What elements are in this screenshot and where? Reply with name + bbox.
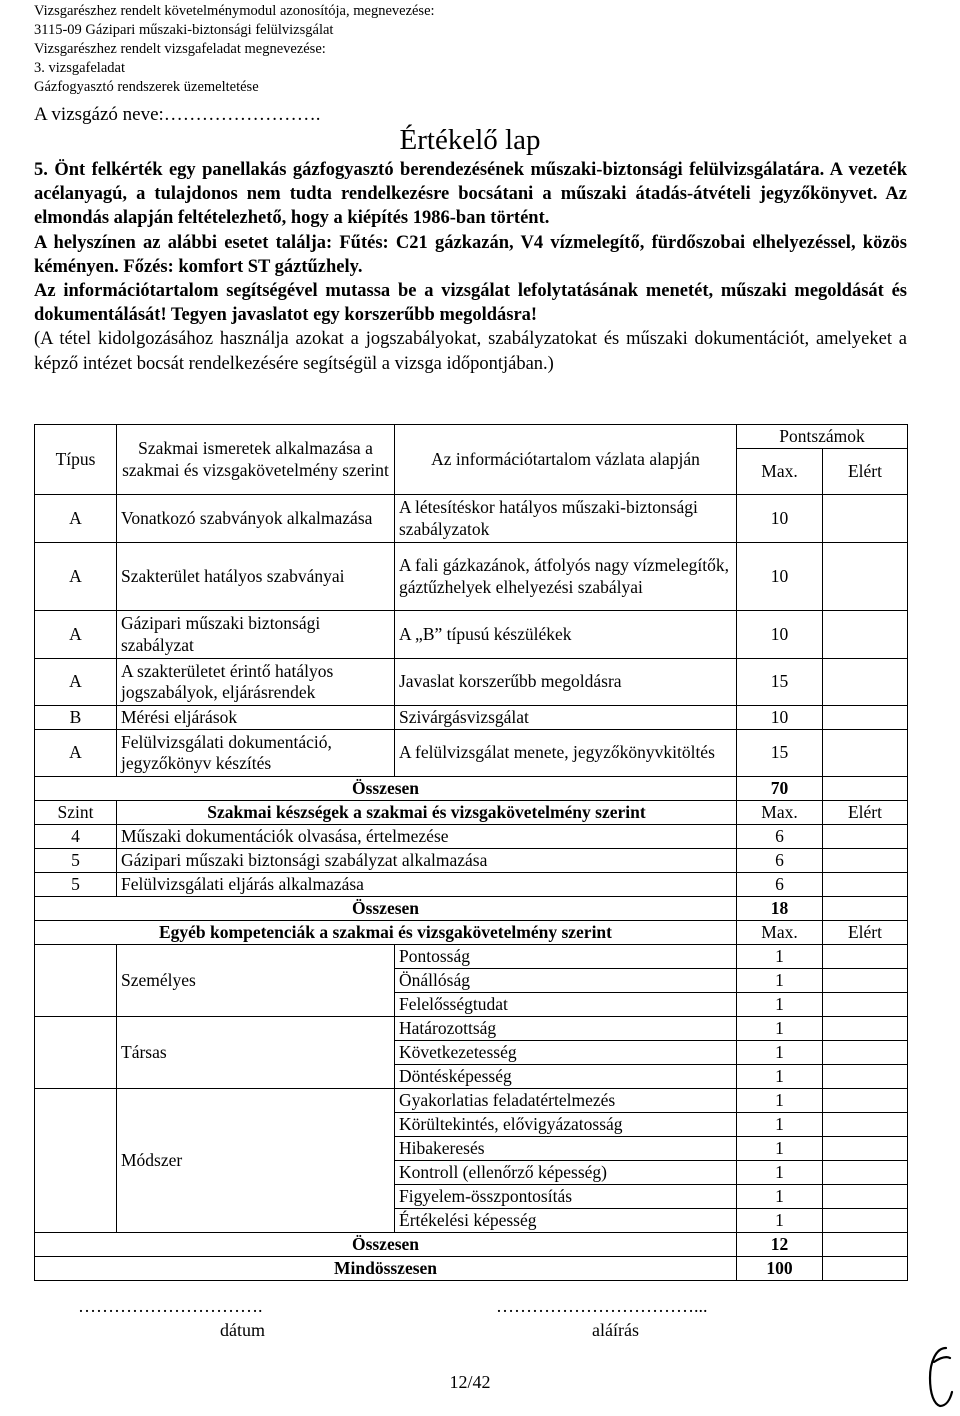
task-paragraph-2: A helyszínen az alábbi esetet találja: Fűtés: C21 gázkazán, V4 vízmelegítő, fürdőszobai elhelyezéssel, közös kéményen. Főzés: komfort ST gáztűzhely. [34, 232, 907, 277]
header-line-5: Gázfogyasztó rendszerek üzemeltetése [34, 79, 259, 95]
grand-total-achieved[interactable] [823, 1257, 908, 1281]
document-header [34, 2, 914, 97]
skill-row [35, 825, 908, 849]
skills-total-label: Összesen [35, 897, 737, 921]
skills-header-row [35, 801, 908, 825]
handwritten-mark [920, 1344, 956, 1408]
knowledge-max: 10 [737, 706, 823, 730]
knowledge-achieved[interactable] [823, 659, 908, 706]
task-paragraph-1: 5. Önt felkérték egy panellakás gázfogyasztó berendezésének műszaki-biztonsági felülvizsgálatára. A vezeték acélanyagú, a tulajdonos nem tudta rendelkezésre bocsátani a műszaki átadás-átvételi jegyzőkönyvet. Az elmondás alapján feltételezhető, hogy a kiépítés 1986-ban történt. [34, 160, 907, 229]
competency-achieved[interactable] [823, 1161, 908, 1185]
skills-total: 18 [737, 897, 823, 921]
competency-item: Értékelési képesség [395, 1209, 737, 1233]
competency-item: Pontosság [395, 945, 737, 969]
competency-max: 1 [737, 969, 823, 993]
competency-item: Figyelem-összpontosítás [395, 1185, 737, 1209]
competency-item: Önállóság [395, 969, 737, 993]
grand-total-label: Mindösszesen [35, 1257, 737, 1281]
evaluation-table [34, 424, 908, 1281]
skill-max: 6 [737, 849, 823, 873]
knowledge-type: A [35, 659, 117, 706]
header-max: Max. [737, 449, 823, 495]
knowledge-item: Felülvizsgálati dokumentáció, jegyzőkönyv készítés [117, 730, 395, 777]
header-competencies: Egyéb kompetenciák a szakmai és vizsgakövetelmény szerint [35, 921, 737, 945]
competency-row [35, 1017, 908, 1041]
header-line-1: Vizsgarészhez rendelt követelménymodul azonosítója, megnevezése: [34, 3, 435, 19]
date-label: dátum [220, 1320, 265, 1340]
knowledge-item: Vonatkozó szabványok alkalmazása [117, 495, 395, 543]
competency-item: Döntésképesség [395, 1065, 737, 1089]
skill-max: 6 [737, 873, 823, 897]
knowledge-outline: Javaslat korszerűbb megoldásra [395, 659, 737, 706]
examinee-name-field: A vizsgázó neve:……………………. [34, 104, 321, 125]
signature-dots: ……………………………... [496, 1296, 708, 1316]
knowledge-header-row [35, 425, 908, 449]
competency-achieved[interactable] [823, 1137, 908, 1161]
competency-item: Következetesség [395, 1041, 737, 1065]
competencies-total-achieved[interactable] [823, 1233, 908, 1257]
knowledge-item: Gázipari műszaki biztonsági szabályzat [117, 611, 395, 659]
competencies-total-label: Összesen [35, 1233, 737, 1257]
skill-level: 5 [35, 873, 117, 897]
competency-achieved[interactable] [823, 1041, 908, 1065]
competency-group-method: Módszer [117, 1089, 395, 1233]
competency-item: Felelősségtudat [395, 993, 737, 1017]
page-title: Értékelő lap [399, 124, 541, 156]
skill-item: Gázipari műszaki biztonsági szabályzat alkalmazása [117, 849, 737, 873]
competency-achieved[interactable] [823, 1017, 908, 1041]
knowledge-max: 15 [737, 659, 823, 706]
header-achieved: Elért [823, 449, 908, 495]
competency-blank [35, 945, 117, 1017]
knowledge-item: Mérési eljárások [117, 706, 395, 730]
competency-achieved[interactable] [823, 1065, 908, 1089]
competency-item: Kontroll (ellenőrző képesség) [395, 1161, 737, 1185]
knowledge-item: Szakterület hatályos szabványai [117, 543, 395, 611]
task-description [34, 158, 907, 376]
knowledge-total-label: Összesen [35, 777, 737, 801]
competency-achieved[interactable] [823, 945, 908, 969]
competency-achieved[interactable] [823, 1209, 908, 1233]
competency-blank [35, 1089, 117, 1233]
header-max: Max. [737, 801, 823, 825]
competencies-total: 12 [737, 1233, 823, 1257]
knowledge-row [35, 706, 908, 730]
competency-max: 1 [737, 1161, 823, 1185]
knowledge-row [35, 611, 908, 659]
competency-blank [35, 1017, 117, 1089]
knowledge-max: 10 [737, 611, 823, 659]
competency-group-personal: Személyes [117, 945, 395, 1017]
header-achieved: Elért [823, 921, 908, 945]
skill-item: Műszaki dokumentációk olvasása, értelmezése [117, 825, 737, 849]
knowledge-achieved[interactable] [823, 611, 908, 659]
knowledge-total: 70 [737, 777, 823, 801]
knowledge-type: A [35, 495, 117, 543]
skills-total-row [35, 897, 908, 921]
competency-max: 1 [737, 1113, 823, 1137]
knowledge-achieved[interactable] [823, 495, 908, 543]
skill-row [35, 873, 908, 897]
knowledge-row [35, 543, 908, 611]
header-knowledge: Szakmai ismeretek alkalmazása a szakmai és vizsgakövetelmény szerint [117, 425, 395, 495]
grand-total: 100 [737, 1257, 823, 1281]
date-dots: …………………………. [78, 1296, 263, 1316]
header-outline: Az információtartalom vázlata alapján [395, 425, 737, 495]
competency-item: Hibakeresés [395, 1137, 737, 1161]
knowledge-total-row [35, 777, 908, 801]
competency-max: 1 [737, 1089, 823, 1113]
skill-level: 4 [35, 825, 117, 849]
skill-item: Felülvizsgálati eljárás alkalmazása [117, 873, 737, 897]
skill-level: 5 [35, 849, 117, 873]
competency-max: 1 [737, 1041, 823, 1065]
knowledge-type: B [35, 706, 117, 730]
skill-achieved[interactable] [823, 825, 908, 849]
knowledge-outline: A létesítéskor hatályos műszaki-biztonsági szabályzatok [395, 495, 737, 543]
header-achieved: Elért [823, 801, 908, 825]
knowledge-type: A [35, 730, 117, 777]
competency-max: 1 [737, 1185, 823, 1209]
task-paragraph-4: (A tétel kidolgozásához használja azokat a jogszabályokat, szabályzatokat és műszaki dokumentációt, amelyeket a képző intézet bocsát rendelkezésére segítségül a vizsga időpontjában.) [34, 329, 907, 374]
knowledge-achieved[interactable] [823, 730, 908, 777]
competency-max: 1 [737, 993, 823, 1017]
knowledge-row [35, 730, 908, 777]
skill-row [35, 849, 908, 873]
knowledge-max: 15 [737, 730, 823, 777]
competency-achieved[interactable] [823, 1185, 908, 1209]
page-number: 12/42 [449, 1372, 491, 1392]
competency-item: Határozottság [395, 1017, 737, 1041]
competency-achieved[interactable] [823, 969, 908, 993]
knowledge-max: 10 [737, 495, 823, 543]
knowledge-outline: A „B” típusú készülékek [395, 611, 737, 659]
competency-max: 1 [737, 945, 823, 969]
competency-row [35, 1089, 908, 1113]
skills-total-achieved[interactable] [823, 897, 908, 921]
knowledge-outline: A fali gázkazánok, átfolyós nagy vízmelegítők, gáztűzhelyek elhelyezési szabályai [395, 543, 737, 611]
knowledge-item: A szakterületet érintő hatályos jogszabályok, eljárásrendek [117, 659, 395, 706]
header-type: Típus [35, 425, 117, 495]
competency-max: 1 [737, 1065, 823, 1089]
competency-achieved[interactable] [823, 1113, 908, 1137]
knowledge-outline: Szivárgásvizsgálat [395, 706, 737, 730]
competency-item: Körültekintés, elővigyázatosság [395, 1113, 737, 1137]
header-line-2: 3115-09 Gázipari műszaki-biztonsági felülvizsgálat [34, 22, 334, 38]
knowledge-row [35, 495, 908, 543]
competency-max: 1 [737, 1209, 823, 1233]
competency-max: 1 [737, 1017, 823, 1041]
skill-max: 6 [737, 825, 823, 849]
competencies-total-row [35, 1233, 908, 1257]
header-points: Pontszámok [737, 425, 908, 449]
knowledge-achieved[interactable] [823, 543, 908, 611]
knowledge-type: A [35, 611, 117, 659]
grand-total-row [35, 1257, 908, 1281]
skill-achieved[interactable] [823, 849, 908, 873]
knowledge-row [35, 659, 908, 706]
header-line-4: 3. vizsgafeladat [34, 60, 125, 76]
header-skills: Szakmai készségek a szakmai és vizsgakövetelmény szerint [117, 801, 737, 825]
signature-label: aláírás [592, 1320, 639, 1340]
header-line-3: Vizsgarészhez rendelt vizsgafeladat megnevezése: [34, 41, 326, 57]
competency-achieved[interactable] [823, 993, 908, 1017]
competency-item: Gyakorlatias feladatértelmezés [395, 1089, 737, 1113]
skill-achieved[interactable] [823, 873, 908, 897]
competency-max: 1 [737, 1137, 823, 1161]
header-max: Max. [737, 921, 823, 945]
competency-achieved[interactable] [823, 1089, 908, 1113]
knowledge-achieved[interactable] [823, 706, 908, 730]
knowledge-outline: A felülvizsgálat menete, jegyzőkönyvkitöltés [395, 730, 737, 777]
competency-row [35, 945, 908, 969]
competencies-header-row [35, 921, 908, 945]
competency-group-social: Társas [117, 1017, 395, 1089]
knowledge-max: 10 [737, 543, 823, 611]
knowledge-total-achieved[interactable] [823, 777, 908, 801]
header-level: Szint [35, 801, 117, 825]
task-paragraph-3: Az információtartalom segítségével mutassa be a vizsgálat lefolytatásának menetét, műszaki megoldását és dokumentálását! Tegyen javaslatot egy korszerűbb megoldásra! [34, 281, 907, 326]
knowledge-type: A [35, 543, 117, 611]
